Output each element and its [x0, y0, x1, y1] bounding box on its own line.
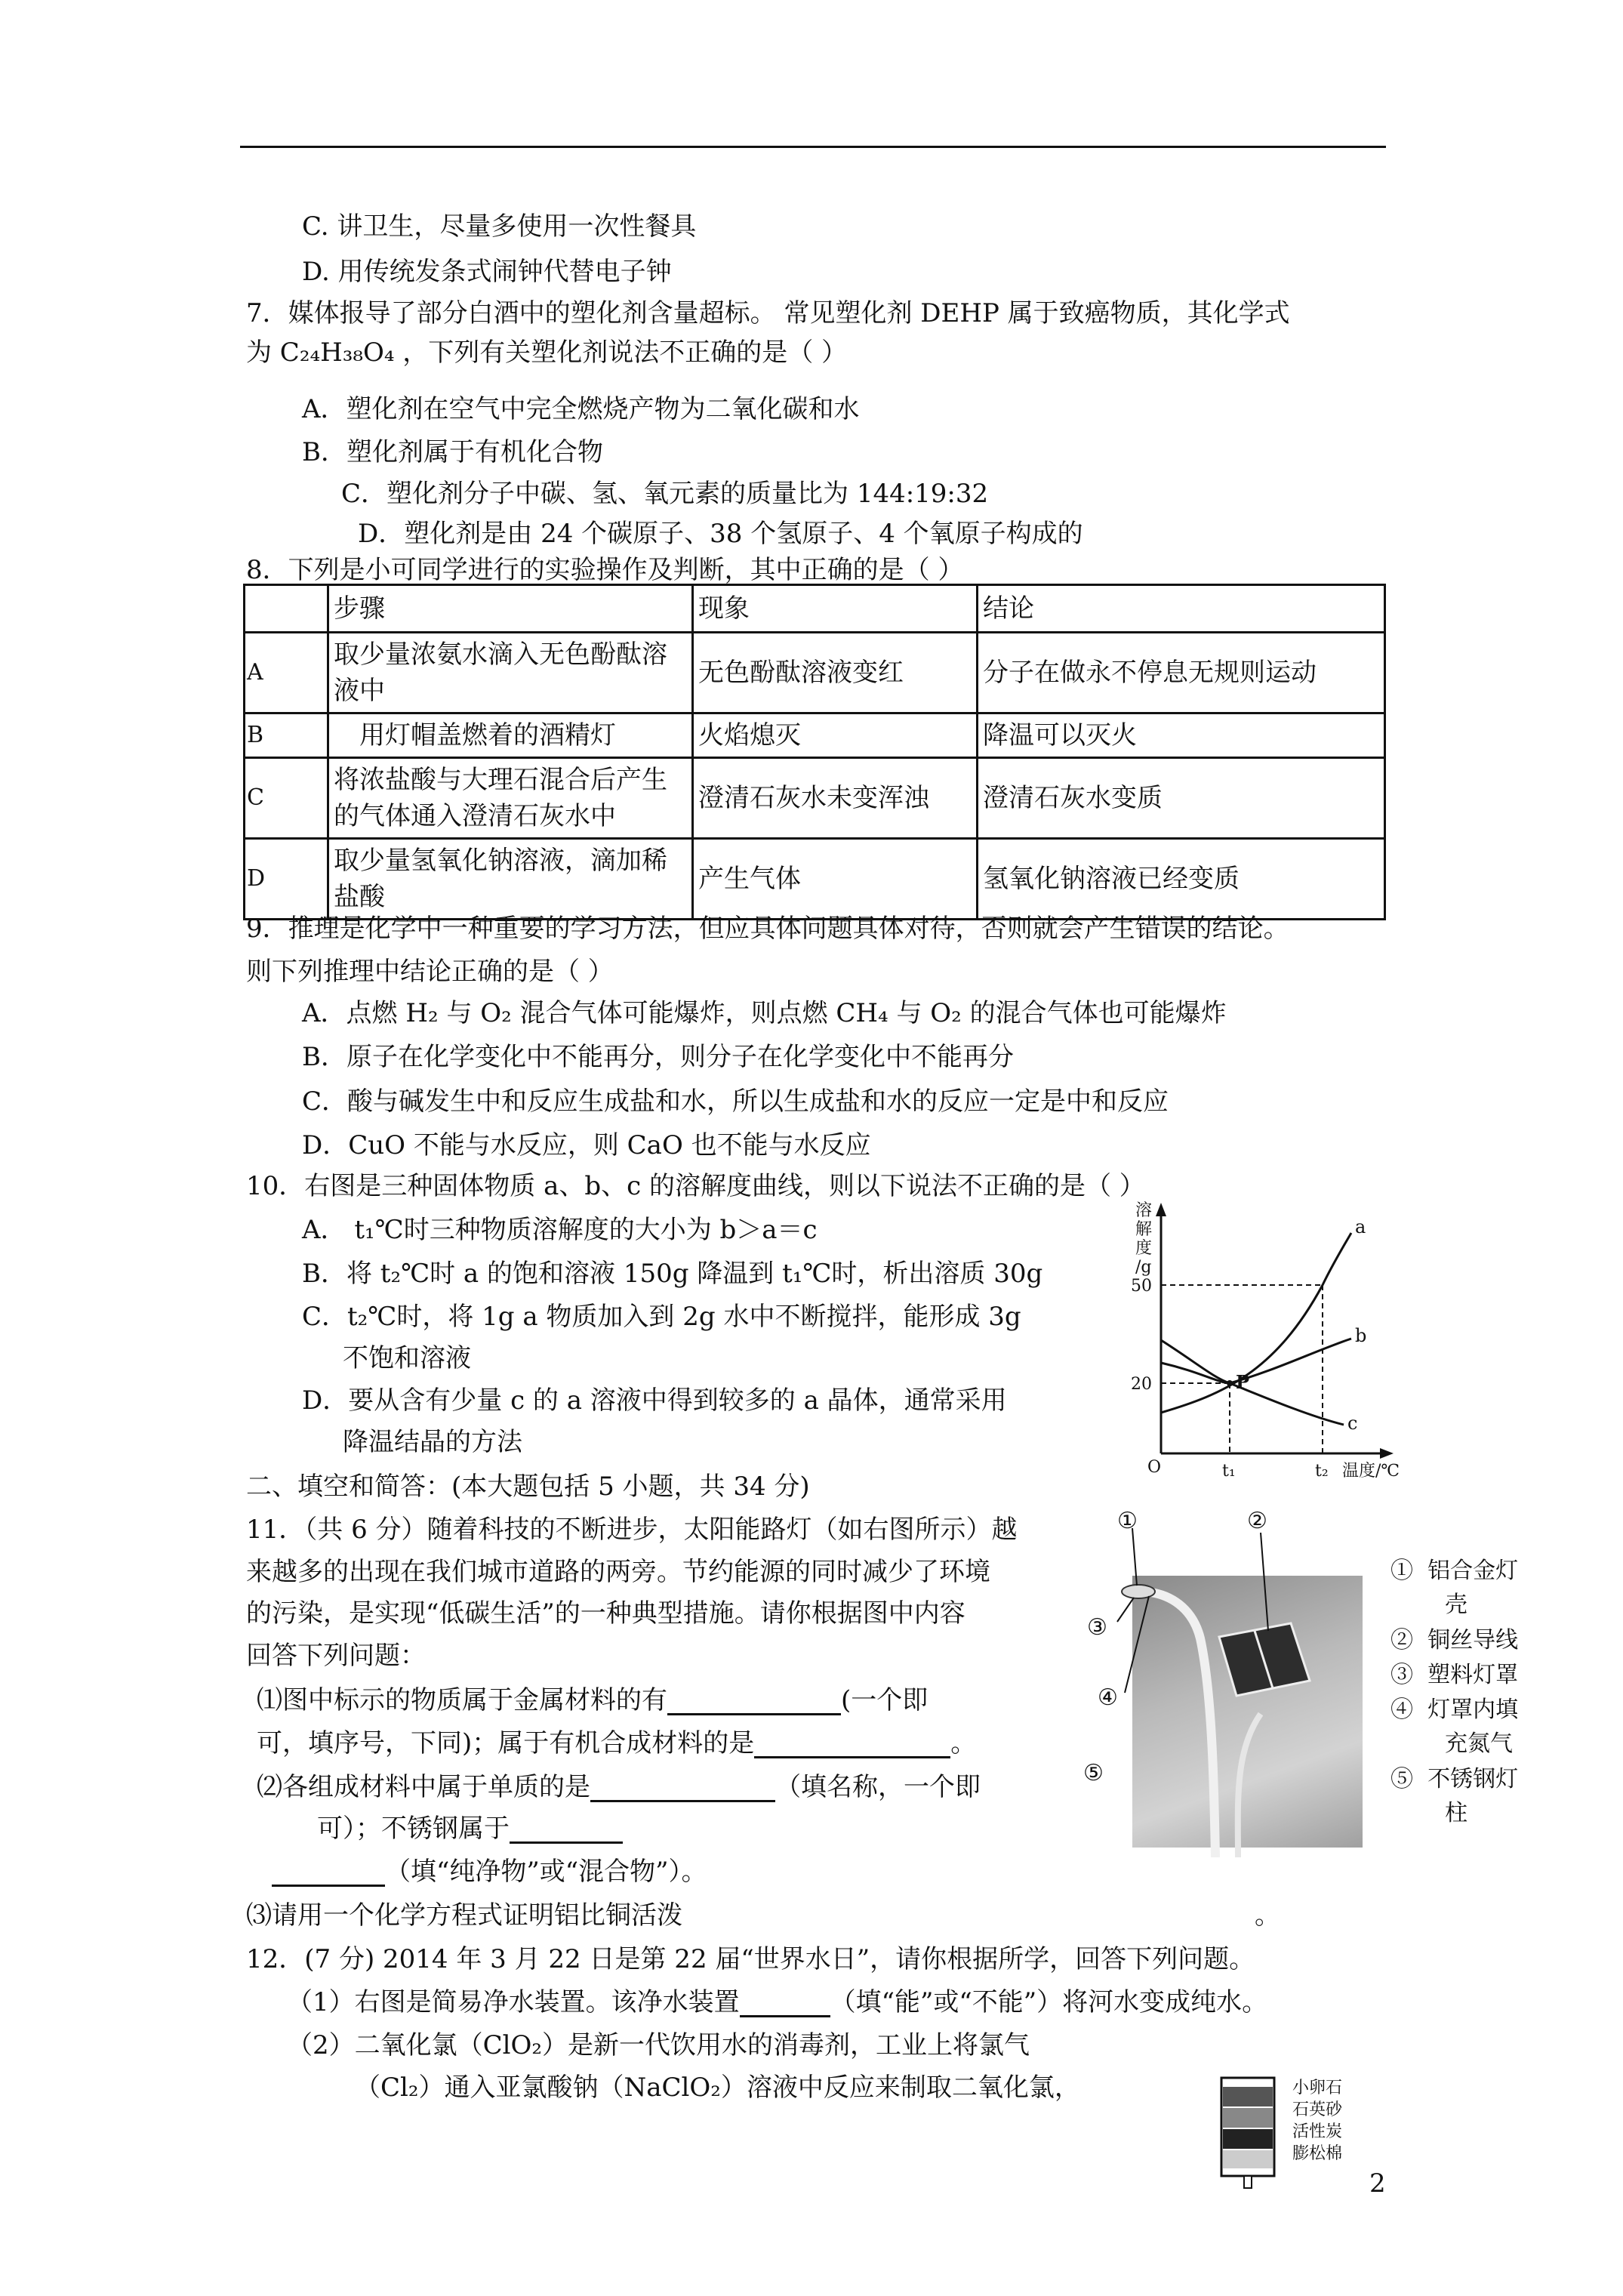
- q6-option-d: D. 用传统发条式闹钟代替电子钟: [302, 257, 672, 287]
- filter-label-carbon: 活性炭: [1292, 2122, 1343, 2141]
- table-cell: 无色酚酞溶液变红: [693, 633, 978, 713]
- q8-table: [243, 584, 1386, 920]
- q10-option-b: B．将 t₂℃时 a 的饱和溶液 150g 降温到 t₁℃时，析出溶质 30g: [302, 1259, 1043, 1289]
- legend-num: ①: [1390, 1558, 1413, 1584]
- table-cell: 取少量氢氧化钠溶液，滴加稀盐酸: [328, 839, 693, 920]
- legend-text: 不锈钢灯: [1427, 1766, 1519, 1792]
- header-cell: 现象: [693, 585, 978, 633]
- filter-label-sand: 石英砂: [1292, 2100, 1343, 2119]
- header-rule: [240, 146, 1386, 148]
- x-axis-label: 温度/℃: [1342, 1462, 1400, 1481]
- legend-num: ④: [1390, 1697, 1413, 1723]
- q11-blank-metal[interactable]: [667, 1687, 841, 1715]
- curve-label-c: c: [1347, 1413, 1358, 1434]
- table-cell: 火焰熄灭: [693, 713, 978, 758]
- section-2-heading: 二、填空和简答：(本大题包括 5 小题，共 34 分): [246, 1472, 810, 1502]
- q10-option-d-line2: 降温结晶的方法: [343, 1427, 522, 1457]
- header-cell: 结论: [978, 585, 1385, 633]
- y-label-char: 溶: [1135, 1201, 1153, 1220]
- solubility-curve-graph: [1125, 1197, 1412, 1487]
- legend-num: ⑤: [1390, 1766, 1413, 1792]
- table-row: [245, 758, 1385, 839]
- q11-part1-text3: 可，填序号，下同)；属于有机合成材料的是: [257, 1728, 755, 1758]
- q12-part2-line1: （2）二氧化氯（ClO₂）是新一代饮用水的消毒剂，工业上将氯气: [287, 2030, 1030, 2060]
- table-cell: 取少量浓氨水滴入无色酚酞溶液中: [328, 633, 693, 713]
- legend-text: 塑料灯罩: [1427, 1662, 1519, 1688]
- q7-stem-line1: 7．媒体报导了部分白酒中的塑化剂含量超标。 常见塑化剂 DEHP 属于致癌物质，其化学式: [246, 298, 1290, 328]
- row-label: C: [245, 758, 328, 839]
- q12-part1: [287, 1989, 1267, 2017]
- q11-part3: ⑶请用一个化学方程式证明铝比铜活泼: [246, 1900, 682, 1931]
- table-cell: 将浓盐酸与大理石混合后产生的气体通入澄清石灰水中: [328, 758, 693, 839]
- legend-num: ②: [1390, 1627, 1413, 1653]
- page-number: 2: [1369, 2168, 1386, 2199]
- legend-text: 灯罩内填: [1427, 1697, 1519, 1723]
- table-row: [245, 713, 1385, 758]
- carbon-layer: [1223, 2129, 1273, 2149]
- panel-pole: [1238, 1714, 1261, 1857]
- mark-2: ②: [1247, 1508, 1267, 1534]
- table-cell: 降温可以灭火: [978, 713, 1385, 758]
- q11-part2-text2: （填名称，一个即: [775, 1772, 981, 1802]
- q10-option-a: A． t₁℃时三种物质溶解度的大小为 b＞a＝c: [302, 1215, 818, 1245]
- q11-blank-steel-a[interactable]: [510, 1816, 623, 1844]
- outlet: [1244, 2176, 1252, 2188]
- mark-1: ①: [1117, 1508, 1138, 1534]
- q11-stem-line3: 的污染，是实现“低碳生活”的一种典型措施。请你根据图中内容: [246, 1598, 965, 1629]
- x-tick-t2: t₂: [1315, 1462, 1329, 1481]
- q9-stem-line2: 则下列推理中结论正确的是（ ）: [246, 957, 614, 987]
- lamp-head: [1122, 1585, 1155, 1598]
- q12-part1-text2: （填“能”或“不能”）将河水变成纯水。: [830, 1987, 1268, 2017]
- q11-part2-text: ⑵各组成材料中属于单质的是: [257, 1772, 590, 1802]
- y-label-char: 度: [1135, 1239, 1153, 1258]
- y-label-char: /g: [1135, 1258, 1152, 1277]
- q11-stem-line2: 来越多的出现在我们城市道路的两旁。节约能源的同时减少了环境: [246, 1557, 990, 1587]
- q9-option-a: A．点燃 H₂ 与 O₂ 混合气体可能爆炸，则点燃 CH₄ 与 O₂ 的混合气体也可能爆炸: [302, 998, 1227, 1028]
- leader-2: [1261, 1533, 1268, 1631]
- q11-blank-steel-b[interactable]: [272, 1859, 385, 1887]
- filter-label-cotton: 膨松棉: [1292, 2144, 1343, 2163]
- q10-option-c-line2: 不饱和溶液: [343, 1343, 471, 1373]
- q8-stem: 8．下列是小可同学进行的实验操作及判断，其中正确的是（ ）: [246, 555, 964, 585]
- row-label: B: [245, 713, 328, 758]
- q11-part2-text3: 可）；不锈钢属于: [317, 1814, 510, 1844]
- q11-part2-line1: [257, 1774, 981, 1802]
- q9-option-b: B．原子在化学变化中不能再分，则分子在化学变化中不能再分: [302, 1042, 1014, 1072]
- q10-option-c-line1: C．t₂℃时，将 1g a 物质加入到 2g 水中不断搅拌，能形成 3g: [302, 1302, 1021, 1332]
- q11-part1-text: ⑴图中标示的物质属于金属材料的有: [257, 1685, 667, 1715]
- q11-part2-line3: [272, 1859, 707, 1887]
- q10-stem: 10．右图是三种固体物质 a、b、c 的溶解度曲线，则以下说法不正确的是（ ）: [246, 1171, 1145, 1201]
- legend-num: ③: [1390, 1662, 1413, 1688]
- legend-text-cont: 壳: [1445, 1592, 1467, 1618]
- legend-1: [1390, 1554, 1518, 1622]
- q12-part1-text: （1）右图是简易净水装置。该净水装置: [287, 1987, 740, 2017]
- leader-3: [1117, 1598, 1134, 1622]
- header-cell: 步骤: [328, 585, 693, 633]
- table-cell: 产生气体: [693, 839, 978, 920]
- q7-option-a: A．塑化剂在空气中完全燃烧产物为二氧化碳和水: [302, 394, 860, 424]
- q11-part2-text4: （填“纯净物”或“混合物”）。: [385, 1857, 707, 1887]
- table-row: [245, 839, 1385, 920]
- lamp-pole: [1144, 1592, 1215, 1857]
- q7-option-c: C．塑化剂分子中碳、氢、氧元素的质量比为 144:19:32: [341, 479, 989, 509]
- legend-text: 铜丝导线: [1427, 1627, 1519, 1653]
- x-tick-t1: t₁: [1222, 1462, 1236, 1481]
- mark-4: ④: [1098, 1684, 1118, 1711]
- y-axis-arrow: [1156, 1203, 1166, 1216]
- table-header-row: [245, 585, 1385, 633]
- y-label-char: 解: [1135, 1220, 1153, 1239]
- pebble-layer: [1223, 2087, 1273, 2106]
- point-p-dot: [1227, 1380, 1233, 1386]
- table-cell: 澄清石灰水变质: [978, 758, 1385, 839]
- q11-stem-line1: 11．（共 6 分）随着科技的不断进步，太阳能路灯（如右图所示）越: [246, 1515, 1018, 1545]
- q7-option-b: B．塑化剂属于有机化合物: [302, 437, 603, 467]
- q11-part1-end: 。: [950, 1728, 977, 1758]
- curve-label-a: a: [1355, 1216, 1366, 1237]
- legend-text-cont: 充氮气: [1445, 1730, 1513, 1757]
- q7-option-d: D．塑化剂是由 24 个碳原子、38 个氢原子、4 个氧原子构成的: [358, 519, 1083, 549]
- q7-stem-line2: 为 C₂₄H₃₈O₄ ，下列有关塑化剂说法不正确的是（ ）: [246, 337, 848, 368]
- header-cell: [245, 585, 328, 633]
- q12-part2-line2: （Cl₂）通入亚氯酸钠（NaClO₂）溶液中反应来制取二氧化氯，: [355, 2073, 1080, 2103]
- q11-part1-line2: [257, 1730, 976, 1758]
- water-filter-diagram: [1217, 2076, 1289, 2190]
- row-label: A: [245, 633, 328, 713]
- q9-option-d: D．CuO 不能与水反应，则 CaO 也不能与水反应: [302, 1130, 871, 1160]
- row-label: D: [245, 839, 328, 920]
- q12-stem: 12．(7 分) 2014 年 3 月 22 日是第 22 届“世界水日”，请你根据所学，回答下列问题。: [246, 1944, 1255, 1974]
- curve-label-b: b: [1355, 1325, 1367, 1346]
- x-axis-arrow: [1380, 1448, 1394, 1459]
- table-cell: 分子在做永不停息无规则运动: [978, 633, 1385, 713]
- table-row: [245, 633, 1385, 713]
- q11-part2-line2: [317, 1816, 623, 1844]
- legend-text: 铝合金灯: [1427, 1558, 1519, 1584]
- leader-1: [1132, 1528, 1137, 1586]
- y-tick-20: 20: [1131, 1375, 1152, 1394]
- table-cell: 用灯帽盖燃着的酒精灯: [328, 713, 693, 758]
- q9-stem-line1: 9．推理是化学中一种重要的学习方法，但应具体问题具体对待，否则就会产生错误的结论。: [246, 914, 1289, 944]
- legend-3: [1390, 1658, 1518, 1692]
- q11-blank-element[interactable]: [590, 1774, 775, 1802]
- q11-part1-line1: [257, 1687, 928, 1715]
- table-cell: 澄清石灰水未变浑浊: [693, 758, 978, 839]
- q11-blank-organic[interactable]: [754, 1730, 950, 1758]
- q11-part3-end: 。: [1255, 1900, 1280, 1931]
- legend-5: [1390, 1762, 1518, 1830]
- point-p-label: P: [1236, 1371, 1250, 1393]
- street-lamp-diagram: [1079, 1502, 1381, 1857]
- filter-label-pebble: 小卵石: [1292, 2079, 1343, 2097]
- sand-layer: [1223, 2108, 1273, 2128]
- mark-3: ③: [1087, 1614, 1107, 1641]
- legend-text-cont: 柱: [1445, 1800, 1467, 1826]
- q11-part1-text2: (一个即: [841, 1685, 929, 1715]
- q9-option-c: C．酸与碱发生中和反应生成盐和水，所以生成盐和水的反应一定是中和反应: [302, 1086, 1169, 1117]
- table-cell: 氢氧化钠溶液已经变质: [978, 839, 1385, 920]
- legend-4: [1390, 1693, 1518, 1761]
- q12-blank-pure[interactable]: [740, 1989, 830, 2017]
- y-tick-50: 50: [1131, 1277, 1152, 1296]
- q6-option-c: C. 讲卫生，尽量多使用一次性餐具: [302, 211, 697, 242]
- legend-2: [1390, 1623, 1518, 1657]
- origin-label: O: [1147, 1458, 1162, 1477]
- mark-5: ⑤: [1083, 1760, 1104, 1786]
- q10-option-d-line1: D．要从含有少量 c 的 a 溶液中得到较多的 a 晶体，通常采用: [302, 1385, 1007, 1416]
- leader-4: [1125, 1596, 1149, 1693]
- q11-stem-line4: 回答下列问题：: [246, 1641, 426, 1671]
- cotton-layer: [1223, 2150, 1273, 2168]
